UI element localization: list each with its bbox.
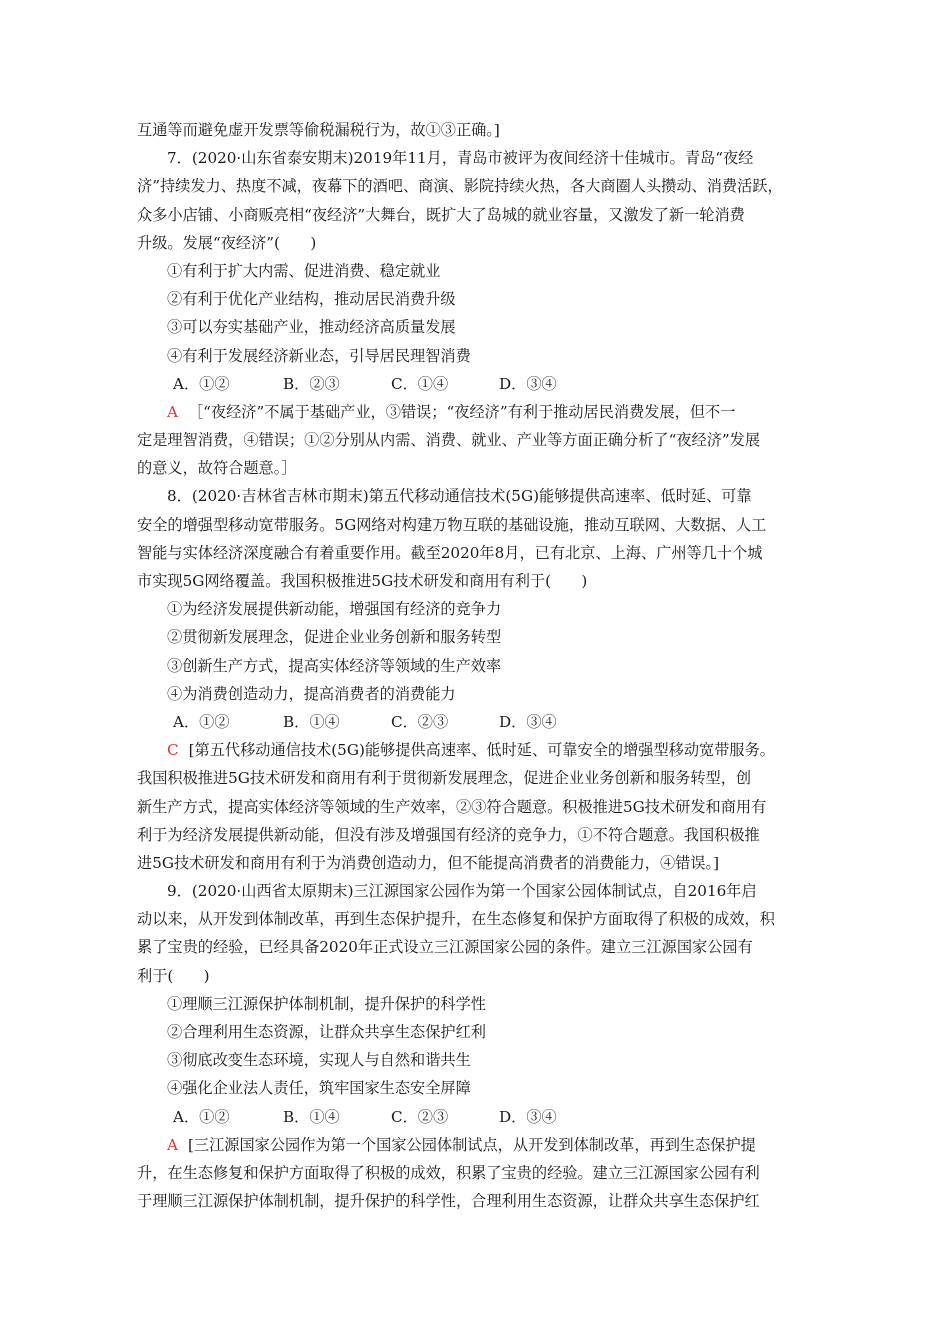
answer-letter: A bbox=[167, 402, 178, 421]
statement-item: ②有利于优化产业结构，推动居民消费升级 bbox=[167, 290, 456, 309]
explanation-text: [三江源国家公园作为第一个国家公园体制试点，从开发到体制改革，再到生态保护提 bbox=[187, 1135, 756, 1154]
text-line: 互通等而避免虚开发票等偷税漏税行为，故①③正确。] bbox=[137, 121, 500, 139]
option-b: B．①④ bbox=[283, 712, 340, 731]
option-b: B．②③ bbox=[283, 374, 340, 393]
explanation-text: [第五代移动通信技术(5G)能够提供高速率、低时延、可靠安全的增强型移动宽带服务。 bbox=[188, 741, 775, 760]
question-8-options bbox=[137, 708, 817, 736]
option-c: C．②③ bbox=[391, 1107, 449, 1126]
question-8-explanation bbox=[137, 736, 817, 764]
text-line: 新生产方式，提高实体经济等领域的生产效率，②③符合题意。积极推进5G技术研发和商用有 bbox=[137, 797, 767, 816]
text-line: 智能与实体经济深度融合有着重要作用。截至2020年8月，已有北京、上海、广州等几十个城 bbox=[137, 543, 763, 562]
option-b: B．①④ bbox=[283, 1107, 340, 1126]
text-line: 市实现5G网络覆盖。我国积极推进5G技术研发和商用有利于( ) bbox=[137, 572, 588, 590]
statement-item: ③可以夯实基础产业，推动经济高质量发展 bbox=[167, 318, 456, 337]
question-7-explanation bbox=[137, 398, 817, 426]
option-a: A．①② bbox=[173, 1107, 230, 1126]
text-line: 累了宝贵的经验，已经具备2020年正式设立三江源国家公园的条件。建立三江源国家公园有 bbox=[137, 938, 753, 957]
answer-letter: C bbox=[167, 741, 179, 760]
option-d: D．③④ bbox=[499, 712, 557, 731]
text-line: 于理顺三江源保护体制机制，提升保护的科学性，合理利用生态资源，让群众共享生态保护红 bbox=[137, 1192, 760, 1211]
text-line: 进5G技术研发和商用有利于为消费创造动力，但不能提高消费者的消费能力，④错误。] bbox=[137, 853, 720, 872]
statement-item: ③彻底改变生态环境，实现人与自然和谐共生 bbox=[167, 1051, 471, 1070]
statement-item: ①理顺三江源保护体制机制，提升保护的科学性 bbox=[167, 994, 486, 1013]
option-a: A．①② bbox=[173, 712, 230, 731]
text-line: 众多小店铺、小商贩亮相“夜经济”大舞台，既扩大了岛城的就业容量，又激发了新一轮消费 bbox=[137, 205, 745, 224]
text-line: 安全的增强型移动宽带服务。5G网络对构建万物互联的基础设施，推动互联网、大数据、人工 bbox=[137, 515, 767, 534]
text-line: 升，在生态修复和保护方面取得了积极的成效，积累了宝贵的经验。建立三江源国家公园有利 bbox=[137, 1163, 760, 1182]
text-line: 利于( ) bbox=[137, 966, 210, 985]
explanation-text: ［“夜经济”不属于基础产业，③错误；“夜经济”有利于推动居民消费发展，但不一 bbox=[187, 402, 736, 421]
option-a: A．①② bbox=[173, 374, 230, 393]
text-line: 济”持续发力、热度不减，夜幕下的酒吧、商演、影院持续火热，各大商圈人头攒动、消费活跃， bbox=[137, 177, 783, 196]
statement-item: ④有利于发展经济新业态，引导居民理智消费 bbox=[167, 346, 471, 365]
statement-item: ③创新生产方式，提高实体经济等领域的生产效率 bbox=[167, 656, 502, 675]
statement-item: ①有利于扩大内需、促进消费、稳定就业 bbox=[167, 261, 441, 280]
text-line: 的意义，故符合题意。］ bbox=[137, 459, 297, 478]
option-d: D．③④ bbox=[499, 374, 557, 393]
answer-letter: A bbox=[167, 1135, 178, 1154]
statement-item: ②贯彻新发展理念，促进企业业务创新和服务转型 bbox=[167, 628, 502, 647]
document-page bbox=[137, 116, 817, 1215]
text-line: 我国积极推进5G技术研发和商用有利于贯彻新发展理念，促进企业业务创新和服务转型，创 bbox=[137, 769, 752, 788]
statement-item: ②合理利用生态资源，让群众共享生态保护红利 bbox=[167, 1023, 486, 1041]
question-8-stem: 8．(2020·吉林省吉林市期末)第五代移动通信技术(5G)能够提供高速率、低时延、可靠 bbox=[167, 487, 752, 506]
option-c: C．②③ bbox=[391, 712, 449, 731]
option-d: D．③④ bbox=[499, 1107, 557, 1126]
question-9-options bbox=[137, 1103, 817, 1131]
statement-item: ④为消费创造动力，提高消费者的消费能力 bbox=[167, 684, 456, 703]
question-9-explanation bbox=[137, 1131, 817, 1159]
text-line: 升级。发展“夜经济”( ) bbox=[137, 233, 317, 252]
option-c: C．①④ bbox=[391, 374, 449, 393]
question-7-options bbox=[137, 370, 817, 398]
text-line: 定是理智消费，④错误；①②分别从内需、消费、就业、产业等方面正确分析了“夜经济”发展 bbox=[137, 431, 761, 450]
text-line: 利于为经济发展提供新动能，但没有涉及增强国有经济的竞争力，①不符合题意。我国积极推 bbox=[137, 825, 760, 844]
statement-item: ④强化企业法人责任，筑牢国家生态安全屏障 bbox=[167, 1079, 471, 1098]
text-line: 动以来，从开发到体制改革，再到生态保护提升，在生态修复和保护方面取得了积极的成效，积 bbox=[137, 910, 775, 929]
question-7-stem: 7．(2020·山东省泰安期末)2019年11月，青岛市被评为夜间经济十佳城市。青岛“夜经 bbox=[167, 149, 754, 168]
statement-item: ①为经济发展提供新动能，增强国有经济的竞争力 bbox=[167, 600, 502, 619]
question-9-stem: 9．(2020·山西省太原期末)三江源国家公园作为第一个国家公园体制试点，自2016年启 bbox=[167, 882, 757, 901]
